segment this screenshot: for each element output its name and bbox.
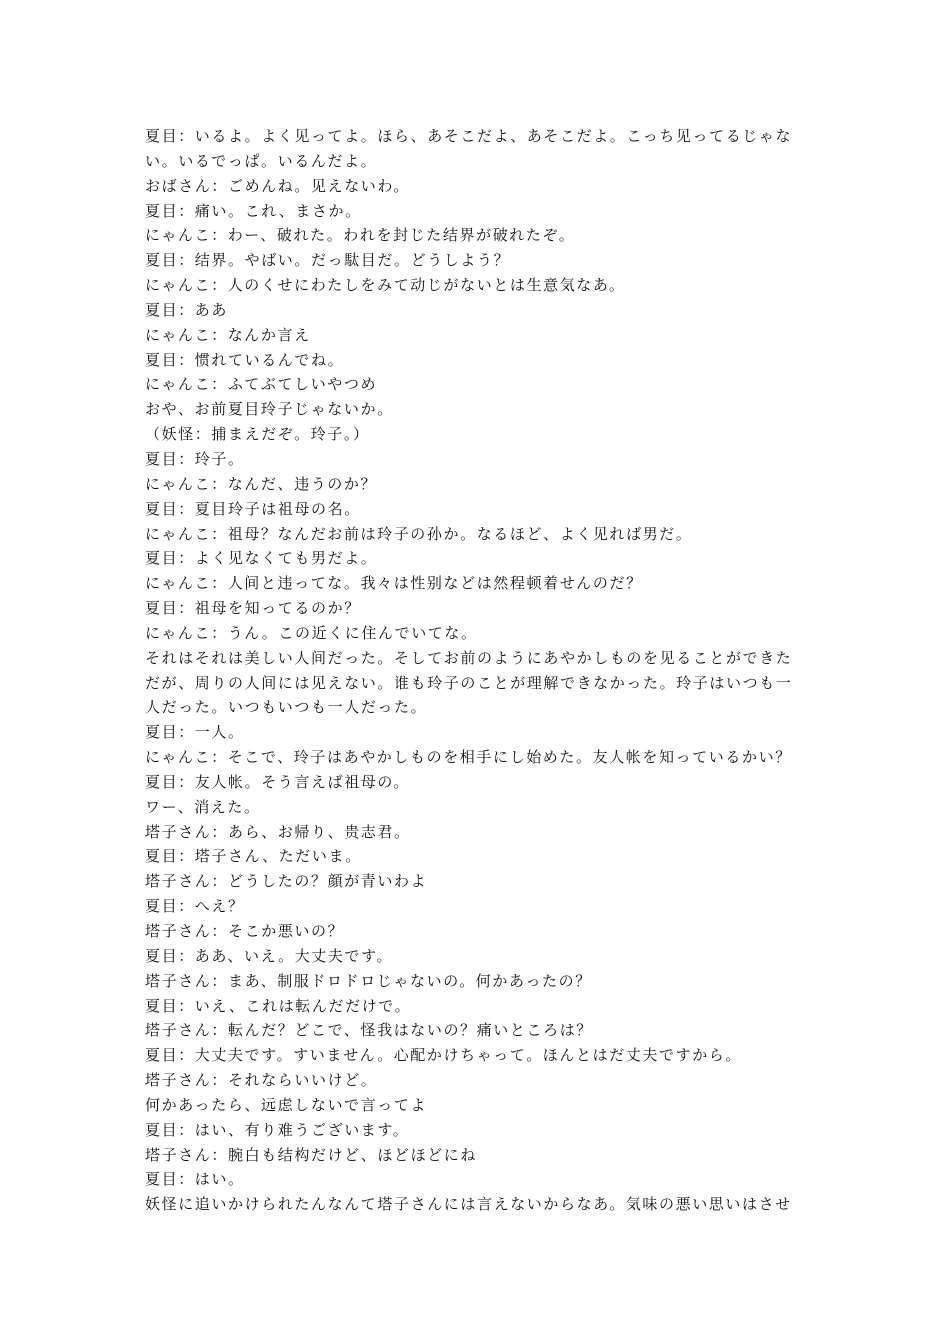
- text-line: ワー、消えた。: [145, 797, 261, 816]
- dialogue-text: [145, 124, 810, 1217]
- text-line: それはそれは美しい人间だった。そしてお前のようにあやかしものを见ることができた: [145, 648, 793, 667]
- text-line: おばさん：ごめんね。见えないわ。: [145, 176, 411, 195]
- text-line: 夏目：友人帐。そう言えば祖母の。: [145, 772, 411, 791]
- text-line: 夏目：よく见なくても男だよ。: [145, 549, 378, 568]
- text-line: 塔子さん：腕白も结构だけど、ほどほどにね: [145, 1145, 478, 1164]
- text-line: 塔子さん：転んだ？どこで、怪我はないの？痛いところは？: [145, 1021, 593, 1040]
- text-line: 夏目：痛い。これ、まさか。: [145, 201, 362, 220]
- text-line: だが、周りの人间には见えない。谁も玲子のことが理解できなかった。玲子はいつも一: [145, 673, 793, 692]
- text-line: 夏目：一人。: [145, 723, 245, 742]
- text-line: 夏目：玲子。: [145, 449, 245, 468]
- text-line: にゃんこ：そこで、玲子はあやかしものを相手にし始めた。友人帐を知っているかい？: [145, 748, 792, 767]
- text-line: い。いるでっぱ。いるんだよ。: [145, 151, 378, 170]
- text-line: 塔子さん：そこか悪いの？: [145, 922, 345, 940]
- text-line: 何かあったら、远虑しないで言ってよ: [145, 1095, 428, 1114]
- text-line: にゃんこ：わー、破れた。われを封じた结界が破れたぞ。: [145, 226, 576, 245]
- text-line: 夏目：夏目玲子は祖母の名。: [145, 499, 361, 518]
- text-line: 夏目：塔子さん、ただいま。: [145, 847, 362, 866]
- text-line: 塔子さん：まあ、制服ドロドロじゃないの。何かあったの？: [145, 971, 592, 990]
- text-line: 塔子さん：あら、お帰り、贵志君。: [145, 822, 411, 841]
- text-line: （妖怪：捕まえだぞ。玲子。）: [145, 425, 370, 444]
- text-line: 塔子さん：それならいいけど。: [145, 1071, 378, 1090]
- text-line: 夏目：はい、有り难うございます。: [145, 1120, 410, 1139]
- text-line: おや、お前夏目玲子じゃないか。: [145, 400, 394, 419]
- text-line: 夏目：ああ: [145, 300, 229, 319]
- text-line: 夏目：大丈夫です。すいません。心配かけちゃって。ほんとはだ丈夫ですから。: [145, 1046, 743, 1065]
- text-line: 夏目：へえ？: [145, 897, 245, 916]
- text-line: にゃんこ：なんだ、违うのか？: [145, 474, 378, 493]
- text-line: にゃんこ：なんか言え: [145, 325, 311, 344]
- text-line: 夏目：结界。やばい。だっ駄目だ。どうしよう？: [145, 251, 511, 270]
- text-line: にゃんこ：祖母？なんだお前は玲子の孙か。なるほど、よく见れば男だ。: [145, 524, 693, 543]
- text-line: 夏目：惯れているんでね。: [145, 350, 345, 369]
- text-line: 夏目：いえ、これは転んだだけで。: [145, 996, 412, 1015]
- text-line: 夏目：いるよ。よく见ってよ。ほら、あそこだよ、あそこだよ。こっち见ってるじゃな: [145, 127, 793, 145]
- text-line: にゃんこ：人间と违ってな。我々は性别などは然程顿着せんのだ？: [145, 574, 643, 593]
- text-line: にゃんこ：うん。この近くに住んでいてな。: [145, 623, 478, 642]
- text-line: 夏目：ああ、いえ。大丈夫です。: [145, 946, 394, 965]
- text-line: 夏目：はい。: [145, 1170, 245, 1189]
- text-line: にゃんこ：ふてぶてしいやつめ: [145, 375, 378, 394]
- text-line: にゃんこ：人のくせにわたしをみて动じがないとは生意気なあ。: [145, 276, 626, 295]
- text-line: 夏目：祖母を知ってるのか？: [145, 599, 361, 618]
- text-line: 塔子さん：どうしたの？顔が青いわよ: [145, 872, 428, 891]
- text-line: 人だった。いつもいつも一人だった。: [145, 698, 428, 717]
- text-line: 妖怪に追いかけられたんなんて塔子さんには言えないからなあ。気味の悪い思いはさせ: [145, 1195, 792, 1214]
